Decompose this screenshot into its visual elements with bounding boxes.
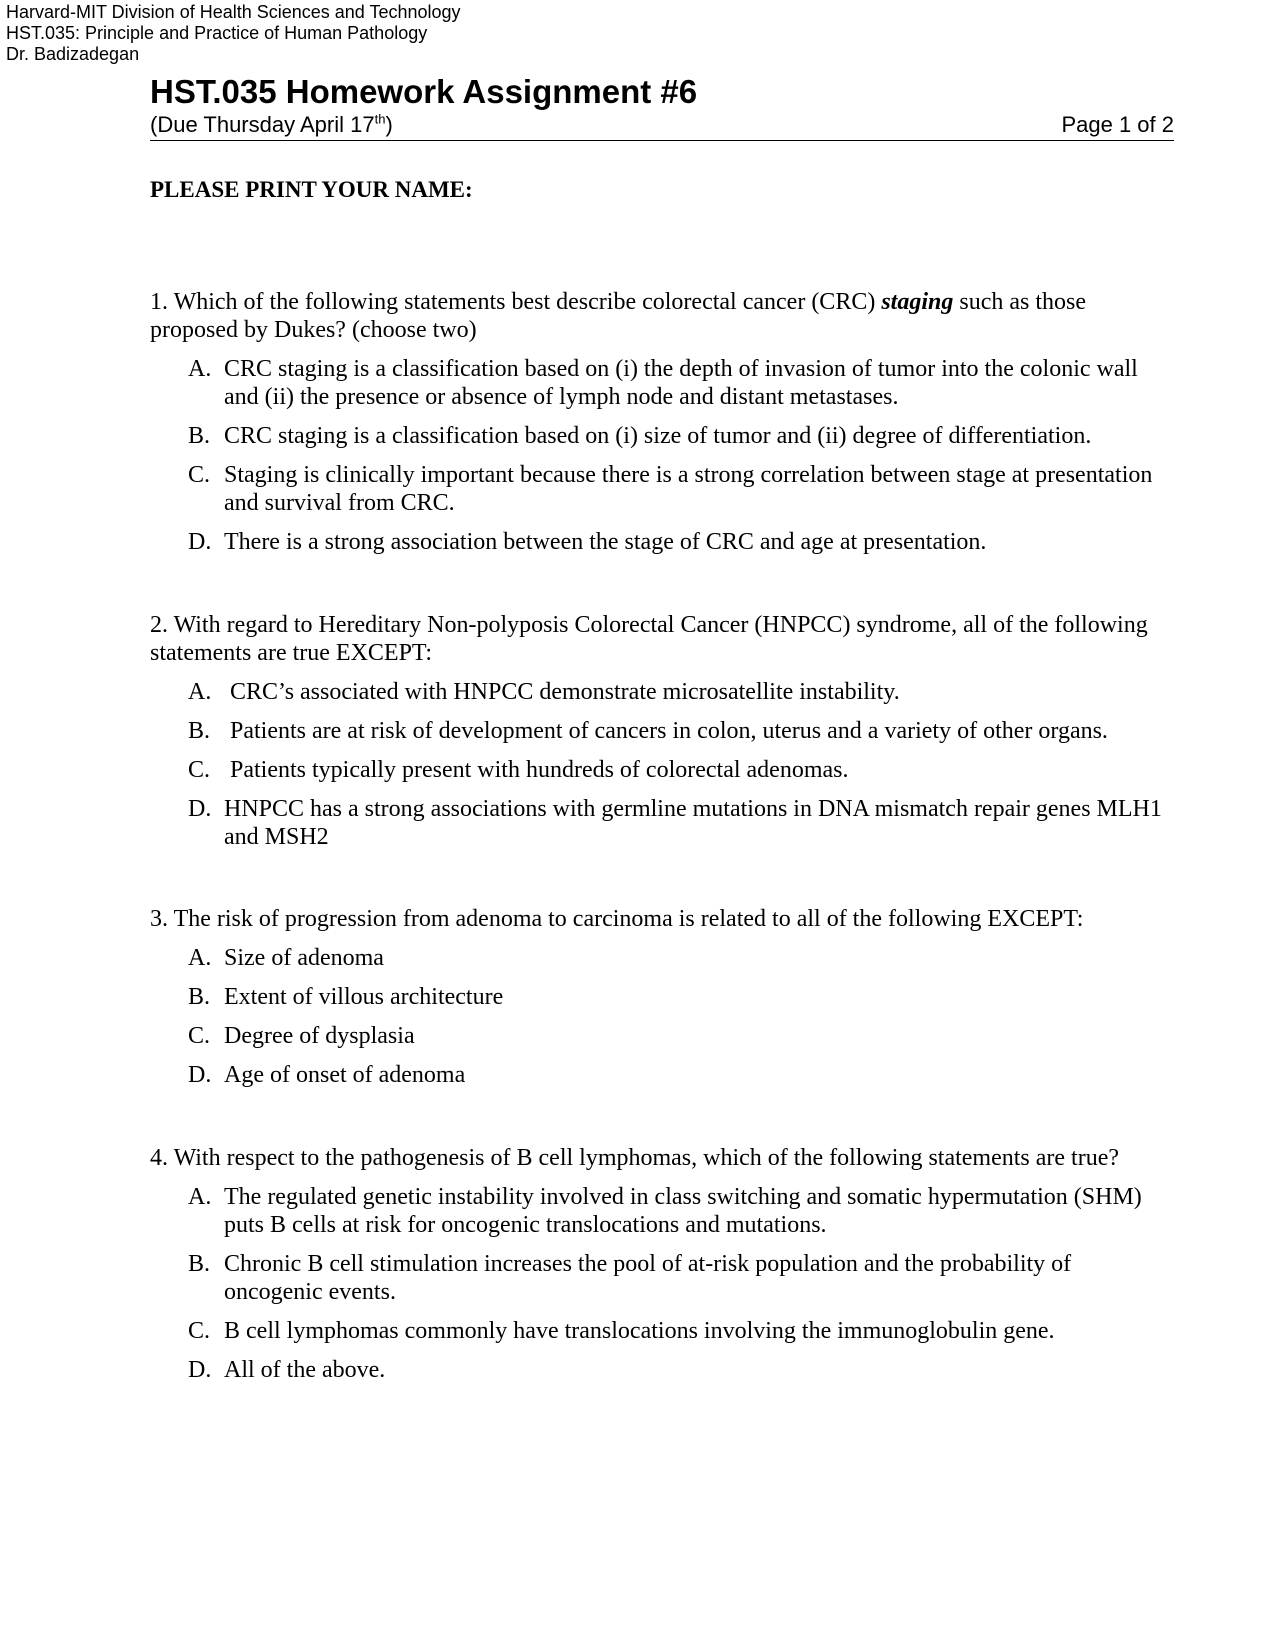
option-letter: B.	[188, 984, 211, 1010]
option-text: B cell lymphomas commonly have translocations involving the immunoglobulin gene.	[224, 1318, 1055, 1344]
due-date-close: )	[385, 112, 393, 137]
option-text: The regulated genetic instability involved in class switching and somatic hypermutation (SHM) puts B cells at risk for oncogenic translocations and mutations.	[224, 1184, 1142, 1238]
question-1-emphasis: staging	[881, 289, 954, 315]
question-4-stem: 4. With respect to the pathogenesis of B cell lymphomas, which of the following statements are true?	[150, 1145, 1120, 1171]
question-4	[150, 1144, 1170, 1384]
question-1-stem-end: such as those proposed by Dukes? (choose two)	[150, 289, 1087, 343]
option-text: HNPCC has a strong associations with germline mutations in DNA mismatch repair genes MLH1 and MSH2	[224, 796, 1162, 850]
option	[188, 1061, 1170, 1089]
option-text: Age of onset of adenoma	[224, 1062, 466, 1088]
option-letter: C.	[188, 1318, 211, 1344]
assignment-body	[150, 176, 1170, 1384]
option	[188, 983, 1170, 1011]
affiliation-division: Harvard-MIT Division of Health Sciences and Technology	[6, 2, 461, 22]
option-text: CRC staging is a classification based on (i) size of tumor and (ii) degree of differentiation.	[224, 423, 1092, 449]
option-letter: C.	[188, 1023, 211, 1049]
question-3	[150, 905, 1170, 1089]
affiliation-block	[6, 2, 461, 65]
option	[188, 528, 1170, 556]
option-letter: B.	[188, 1251, 211, 1277]
due-date-text: (Due Thursday April 17	[150, 112, 375, 137]
option-text: Size of adenoma	[224, 945, 384, 971]
option-letter: D.	[188, 529, 212, 555]
option-text: Patients typically present with hundreds of colorectal adenomas.	[230, 757, 849, 783]
name-prompt: PLEASE PRINT YOUR NAME:	[150, 177, 473, 202]
option-letter: D.	[188, 796, 212, 822]
option	[188, 1022, 1170, 1050]
option-letter: B.	[188, 718, 211, 744]
question-1-options	[150, 355, 1170, 556]
option	[188, 795, 1170, 851]
option	[188, 355, 1170, 411]
option	[188, 678, 1170, 706]
option-text: Degree of dysplasia	[224, 1023, 415, 1049]
page-number: Page 1 of 2	[1061, 112, 1174, 137]
question-1-stem-start: 1. Which of the following statements best describe colorectal cancer (CRC)	[150, 289, 882, 315]
option	[188, 422, 1170, 450]
question-2-options	[150, 678, 1170, 851]
question-2	[150, 611, 1170, 851]
question-4-options	[150, 1183, 1170, 1384]
option	[188, 1317, 1170, 1345]
option-text: There is a strong association between the stage of CRC and age at presentation.	[224, 529, 987, 555]
option-letter: A.	[188, 356, 212, 382]
option-text: Chronic B cell stimulation increases the pool of at-risk population and the probability of oncogenic events.	[224, 1251, 1072, 1305]
question-2-stem: 2. With regard to Hereditary Non-polyposis Colorectal Cancer (HNPCC) syndrome, all of the following statements are true EXCEPT:	[150, 612, 1148, 666]
question-3-stem: 3. The risk of progression from adenoma to carcinoma is related to all of the following EXCEPT:	[150, 906, 1084, 932]
question-1	[150, 288, 1170, 556]
option-text: All of the above.	[224, 1357, 386, 1383]
option-letter: B.	[188, 423, 211, 449]
option	[188, 461, 1170, 517]
page-title: HST.035 Homework Assignment #6	[150, 73, 698, 110]
option	[188, 944, 1170, 972]
option	[188, 1183, 1170, 1239]
question-1-stem	[150, 288, 1170, 344]
option	[188, 1250, 1170, 1306]
option-text: CRC staging is a classification based on (i) the depth of invasion of tumor into the colonic wall and (ii) the presence or absence of lymph node and distant metastases.	[224, 356, 1138, 410]
option-text: Patients are at risk of development of cancers in colon, uterus and a variety of other organs.	[230, 718, 1108, 744]
header-subrow	[150, 112, 1174, 141]
option	[188, 1356, 1170, 1384]
option-text: CRC’s associated with HNPCC demonstrate microsatellite instability.	[230, 679, 900, 705]
due-date	[150, 112, 393, 138]
option-text: Extent of villous architecture	[224, 984, 504, 1010]
option	[188, 756, 1170, 784]
option-letter: C.	[188, 462, 211, 488]
option-letter: A.	[188, 679, 212, 705]
option-letter: C.	[188, 757, 211, 783]
assignment-header	[150, 72, 1174, 141]
question-3-options	[150, 944, 1170, 1089]
option-letter: A.	[188, 945, 212, 971]
option-text: Staging is clinically important because there is a strong correlation between stage at presentation and survival from CRC.	[224, 462, 1153, 516]
affiliation-course: HST.035: Principle and Practice of Human Pathology	[6, 23, 428, 43]
option-letter: D.	[188, 1357, 212, 1383]
option-letter: A.	[188, 1184, 212, 1210]
affiliation-instructor: Dr. Badizadegan	[6, 44, 140, 64]
option-letter: D.	[188, 1062, 212, 1088]
due-date-ordinal: th	[374, 111, 386, 127]
option	[188, 717, 1170, 745]
